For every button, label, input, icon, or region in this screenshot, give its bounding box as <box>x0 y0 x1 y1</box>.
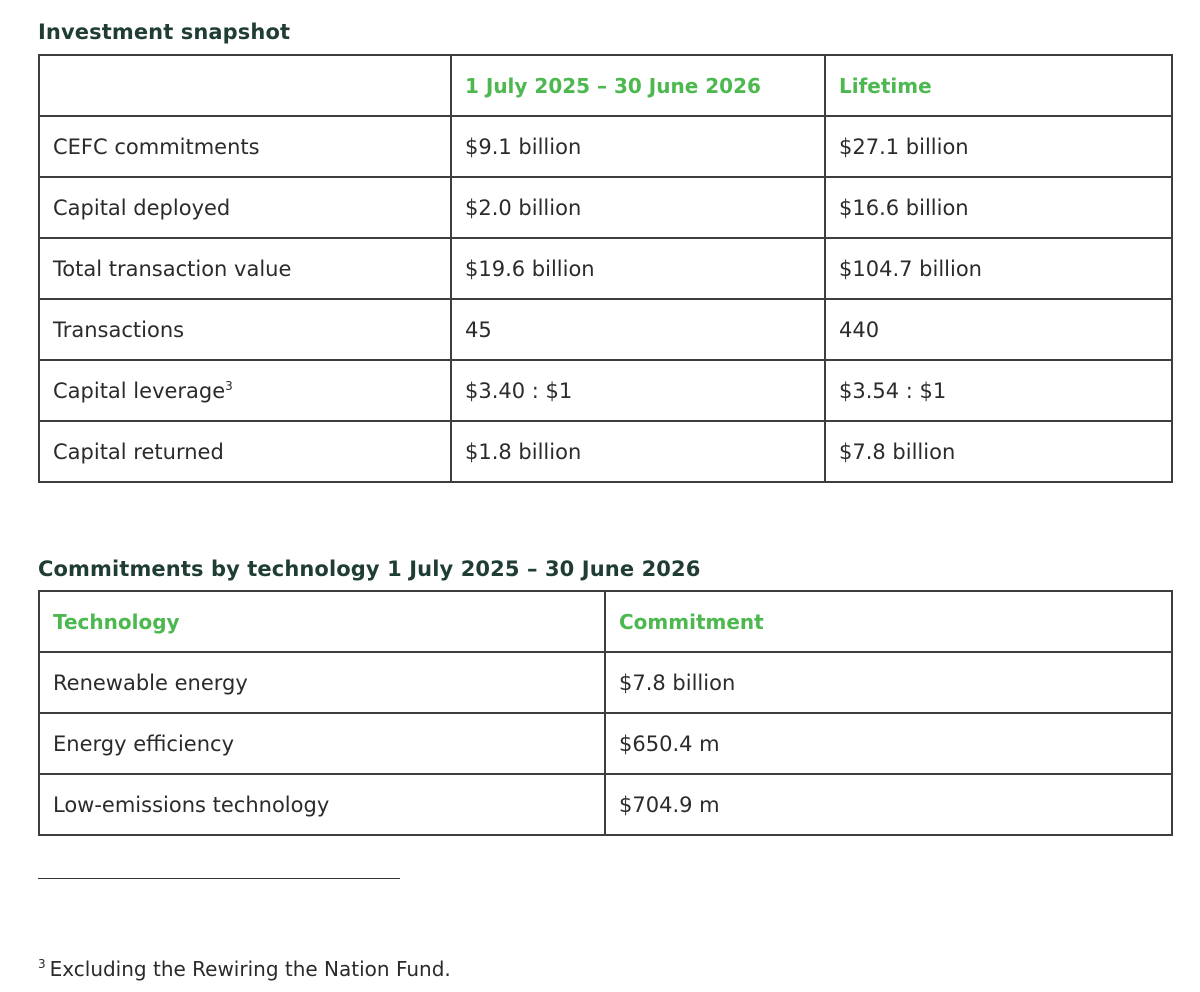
header-cell-commitment: Commitment <box>605 591 1172 652</box>
row-label: Capital deployed <box>39 177 451 238</box>
row-label: Capital returned <box>39 421 451 482</box>
period-value: $19.6 billion <box>451 238 825 299</box>
table-header-row <box>39 591 1172 652</box>
footnote-marker: 3 <box>38 957 46 972</box>
footnote-reference: 3 <box>225 378 233 393</box>
lifetime-value: $16.6 billion <box>825 177 1172 238</box>
row-label: Total transaction value <box>39 238 451 299</box>
period-value: $3.40 : $1 <box>451 360 825 421</box>
lifetime-value: $3.54 : $1 <box>825 360 1172 421</box>
table-row <box>39 299 1172 360</box>
table-row <box>39 116 1172 177</box>
table-row <box>39 238 1172 299</box>
investment-snapshot-table <box>38 54 1173 483</box>
row-label: CEFC commitments <box>39 116 451 177</box>
table-row <box>39 652 1172 713</box>
header-cell-period: 1 July 2025 – 30 June 2026 <box>451 55 825 116</box>
investment-snapshot-title: Investment snapshot <box>38 20 291 44</box>
lifetime-value: $27.1 billion <box>825 116 1172 177</box>
technology-name: Renewable energy <box>39 652 605 713</box>
lifetime-value: 440 <box>825 299 1172 360</box>
technology-name: Energy efficiency <box>39 713 605 774</box>
commitments-by-technology-title: Commitments by technology 1 July 2025 – 30 June 2026 <box>38 557 701 581</box>
header-cell-lifetime: Lifetime <box>825 55 1172 116</box>
technology-name: Low-emissions technology <box>39 774 605 835</box>
commitments-by-technology-table <box>38 590 1173 836</box>
footnote-divider <box>38 878 400 879</box>
table-row <box>39 360 1172 421</box>
table-row <box>39 177 1172 238</box>
commitment-value: $704.9 m <box>605 774 1172 835</box>
commitment-value: $650.4 m <box>605 713 1172 774</box>
header-cell-technology: Technology <box>39 591 605 652</box>
table-header-row <box>39 55 1172 116</box>
table-row <box>39 774 1172 835</box>
row-label: Capital leverage <box>53 378 226 403</box>
commitment-value: $7.8 billion <box>605 652 1172 713</box>
footnote-text: Excluding the Rewiring the Nation Fund. <box>49 957 451 981</box>
table-row <box>39 421 1172 482</box>
row-label-cell <box>39 360 451 421</box>
table-row <box>39 713 1172 774</box>
period-value: $9.1 billion <box>451 116 825 177</box>
header-cell-blank <box>39 55 451 116</box>
lifetime-value: $7.8 billion <box>825 421 1172 482</box>
footnote <box>38 957 451 981</box>
lifetime-value: $104.7 billion <box>825 238 1172 299</box>
period-value: 45 <box>451 299 825 360</box>
period-value: $2.0 billion <box>451 177 825 238</box>
row-label: Transactions <box>39 299 451 360</box>
period-value: $1.8 billion <box>451 421 825 482</box>
